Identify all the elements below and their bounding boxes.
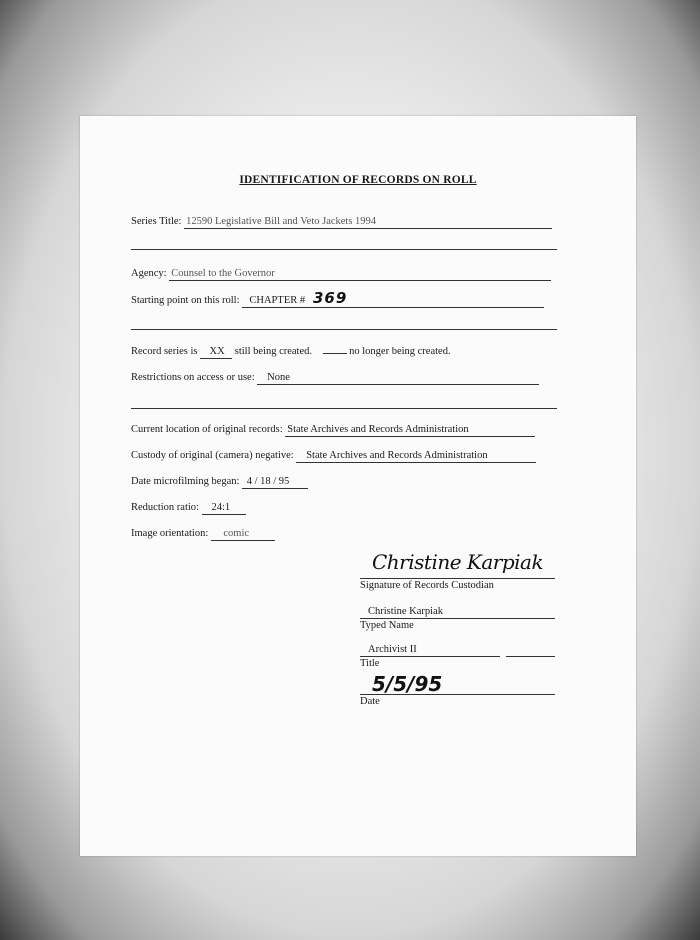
typed-name-value: Christine Karpiak xyxy=(368,606,443,617)
restrictions-extra-line xyxy=(131,408,557,409)
series-title-value: 12590 Legislative Bill and Veto Jackets 1994 xyxy=(184,216,552,229)
custody-value: State Archives and Records Administration xyxy=(306,450,488,461)
current-location-row xyxy=(131,424,535,437)
date-line xyxy=(360,694,555,695)
restrictions-row xyxy=(131,372,539,385)
handwritten-date: 5/5/95 xyxy=(372,672,443,696)
current-location-label: Current location of original records: xyxy=(131,424,283,435)
series-title-label: Series Title: xyxy=(131,216,182,227)
starting-point-field xyxy=(242,289,544,308)
reduction-row xyxy=(131,502,246,515)
typed-name-line xyxy=(360,618,555,619)
restrictions-field xyxy=(257,372,539,385)
record-series-row xyxy=(131,346,451,359)
agency-row xyxy=(131,268,551,281)
reduction-label: Reduction ratio: xyxy=(131,502,199,513)
starting-point-value: CHAPTER # xyxy=(249,295,306,306)
handwritten-signature: Christine Karpiak xyxy=(372,550,544,574)
date-began-label: Date microfilming began: xyxy=(131,476,240,487)
signature-label: Signature of Records Custodian xyxy=(360,580,494,591)
agency-label: Agency: xyxy=(131,268,167,279)
title-line xyxy=(360,656,500,657)
date-label: Date xyxy=(360,696,380,707)
orientation-label: Image orientation: xyxy=(131,528,209,539)
record-series-label: Record series is xyxy=(131,346,198,357)
starting-point-handwritten: 369 xyxy=(312,289,348,307)
agency-value: Counsel to the Governor xyxy=(169,268,551,281)
title-value: Archivist II xyxy=(368,644,417,655)
signature-line xyxy=(360,578,555,579)
orientation-value: comic xyxy=(223,528,250,539)
reduction-field xyxy=(202,502,246,515)
form-heading: IDENTIFICATION OF RECORDS ON ROLL xyxy=(239,174,477,186)
typed-name-label: Typed Name xyxy=(360,620,414,631)
custody-row xyxy=(131,450,536,463)
date-began-value: 4 / 18 / 95 xyxy=(246,476,290,487)
date-began-row xyxy=(131,476,308,489)
starting-point-extra-line xyxy=(131,329,557,330)
reduction-value: 24:1 xyxy=(211,502,231,513)
still-created-mark: XX xyxy=(200,346,232,359)
orientation-row xyxy=(131,528,275,541)
series-title-extra-line xyxy=(131,249,557,250)
no-longer-created-label: no longer being created. xyxy=(349,346,451,357)
title-line-extra xyxy=(506,656,555,657)
custody-label: Custody of original (camera) negative: xyxy=(131,450,294,461)
series-title-row xyxy=(131,216,552,229)
still-created-label: still being created. xyxy=(234,346,312,357)
records-form-sheet xyxy=(80,116,636,856)
orientation-field xyxy=(211,528,275,541)
custody-field xyxy=(296,450,536,463)
title-label: Title xyxy=(360,658,380,669)
current-location-value: State Archives and Records Administration xyxy=(285,424,535,437)
starting-point-row xyxy=(131,289,544,308)
starting-point-label: Starting point on this roll: xyxy=(131,295,240,306)
restrictions-label: Restrictions on access or use: xyxy=(131,372,255,383)
no-longer-created-mark xyxy=(323,353,347,354)
restrictions-value: None xyxy=(267,372,290,383)
date-began-field xyxy=(242,476,308,489)
